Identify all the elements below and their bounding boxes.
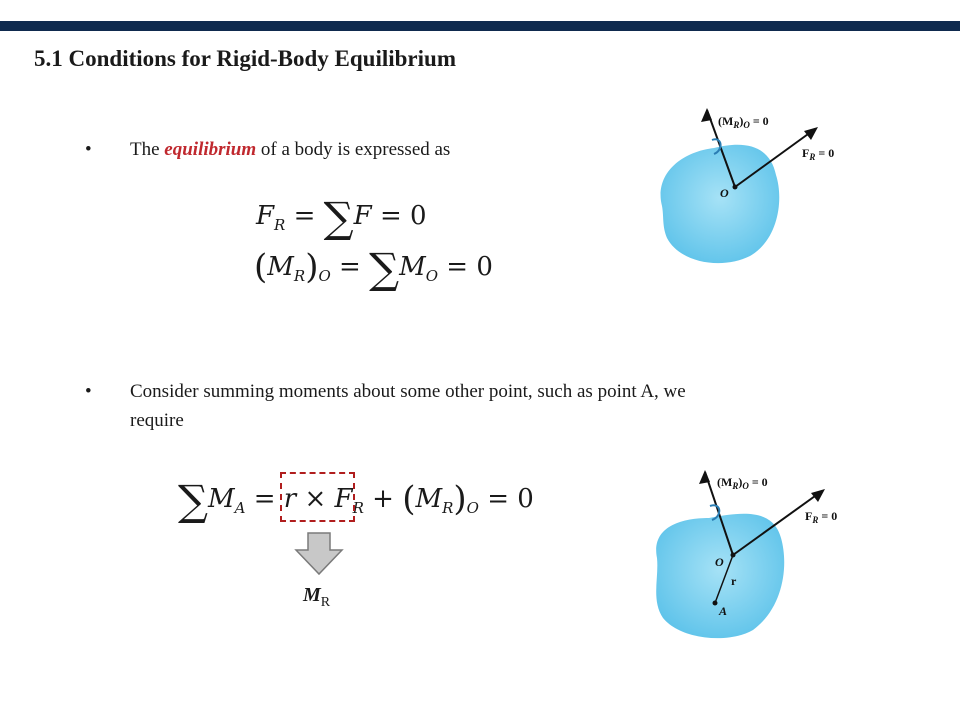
eq2-equals: = — [330, 252, 370, 282]
eq3-f: F — [334, 484, 353, 514]
eq1-lhs-sub: R — [274, 216, 286, 234]
point-a — [713, 601, 718, 606]
moment-label: $(M_R)_O = 0$ — [718, 114, 769, 130]
moment-label: $(M_R)_O = 0$ — [717, 475, 768, 491]
eq3-r: r — [283, 484, 297, 514]
mr-sub: R — [320, 595, 331, 610]
down-arrow-icon — [294, 532, 344, 576]
eq2-tail: = 0 — [438, 252, 493, 282]
eq3-m-sub: R — [442, 499, 454, 517]
sigma-symbol: ∑ — [369, 244, 400, 293]
bullet-text-end: of a body is expressed as — [256, 139, 451, 160]
mr-m: M — [303, 584, 321, 606]
eq3-open-paren: ( — [402, 479, 416, 519]
eq3-m: M — [415, 484, 443, 514]
eq2-outer-sub: O — [318, 267, 331, 285]
bullet-line-1: Consider summing moments about some other point, such as point A, we — [130, 381, 686, 402]
rigid-body-point-a-diagram — [645, 458, 850, 648]
highlight-box — [280, 472, 355, 522]
eq2-rhs-sub: O — [425, 267, 439, 285]
bullet-other-point — [85, 379, 865, 439]
moment-result-label — [303, 584, 330, 611]
sigma-symbol: ∑ — [178, 476, 208, 525]
origin-label: O — [720, 186, 729, 200]
slide-title: 5.1 Conditions for Rigid-Body Equilibrium — [34, 46, 456, 71]
emphasis-word: equilibrium — [164, 139, 257, 160]
eq2-lhs-sub: R — [293, 267, 306, 285]
sigma-symbol: ∑ — [323, 193, 354, 242]
eq3-outer-sub: O — [466, 499, 479, 517]
eq1-equals: = — [285, 201, 324, 231]
r-label: r — [731, 574, 737, 588]
bullet-text — [130, 137, 450, 163]
force-label: $F_R = 0$ — [802, 146, 835, 162]
eq3-close-paren: ) — [453, 479, 467, 519]
origin-point — [733, 185, 738, 190]
eq3-tail: = 0 — [478, 484, 534, 514]
eq3-lhs-sub: A — [234, 499, 246, 517]
eq1-lhs: F — [256, 201, 275, 231]
point-a-label: A — [719, 604, 728, 618]
force-label: $F_R = 0$ — [805, 509, 838, 525]
header-bar — [0, 21, 960, 31]
force-equation — [256, 193, 427, 242]
eq3-equals: = — [245, 484, 284, 514]
eq3-times: × — [296, 484, 335, 514]
point-a-moment-equation — [178, 476, 534, 525]
force-arrowhead — [804, 127, 818, 140]
eq1-tail: = 0 — [371, 201, 427, 231]
eq2-close-paren: ) — [305, 247, 319, 287]
force-arrowhead — [811, 489, 825, 502]
bullet-text-start: The — [130, 139, 165, 160]
eq3-plus: + — [363, 484, 403, 514]
eq1-rhs: F — [353, 201, 372, 231]
origin-point — [731, 553, 736, 558]
origin-label: O — [715, 555, 724, 569]
eq3-lhs: M — [207, 484, 235, 514]
eq3-f-sub: R — [352, 499, 364, 517]
moment-arrowhead — [701, 108, 712, 122]
eq2-open-paren: ( — [254, 247, 268, 287]
moment-equation — [254, 244, 493, 293]
body-shape — [661, 145, 780, 263]
eq2-lhs: M — [267, 252, 294, 282]
moment-arrowhead — [699, 470, 710, 484]
bullet-marker: • — [85, 139, 92, 160]
rigid-body-diagram — [650, 100, 850, 270]
eq2-rhs: M — [399, 252, 426, 282]
bullet-line-2: require — [130, 410, 184, 431]
bullet-marker: • — [85, 381, 92, 402]
